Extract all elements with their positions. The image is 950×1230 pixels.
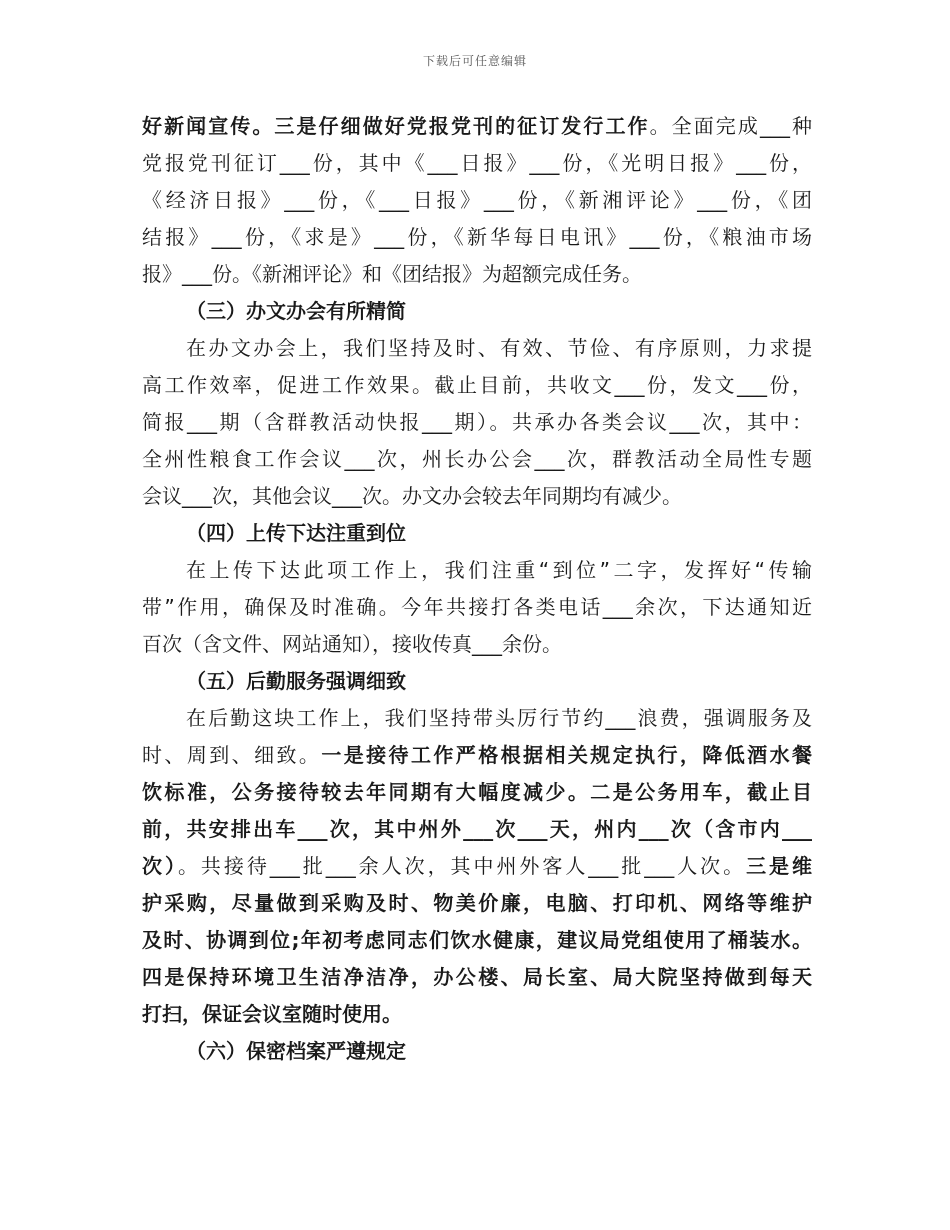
paragraph-line	[142, 629, 812, 659]
text-segment: 。共接待___批___余人次，其中州外客人___批___人次。	[177, 854, 747, 878]
text-segment: 会议___次，其他会议___次。办文办会较去年同期均有减少。	[142, 484, 682, 508]
text-segment: 《经济日报》___份，《___日报》___份，《新湘评论》___份，《团	[142, 188, 812, 212]
text-segment: （六）保密档案严遵规定	[186, 1039, 406, 1063]
section-heading	[186, 1036, 406, 1066]
paragraph-line	[186, 555, 812, 585]
paragraph-line	[142, 481, 812, 511]
paragraph-line	[142, 851, 812, 881]
text-segment: 在后勤这块工作上，我们坚持带头厉行节约___浪费，强调服务及	[186, 706, 812, 730]
paragraph-line	[142, 777, 812, 807]
paragraph-line	[142, 222, 812, 252]
text-segment: 结报》___份，《求是》___份，《新华每日电讯》___份，《粮油市场	[142, 225, 812, 249]
text-segment: 一是接待工作严格根据相关规定执行，降低酒水餐	[321, 743, 813, 767]
paragraph-line	[142, 148, 812, 178]
text-segment: 三是维	[746, 854, 813, 878]
page-header: 下载后可任意编辑	[422, 54, 527, 68]
text-segment: 打扫，保证会议室随时使用。	[142, 1002, 402, 1026]
paragraph-line	[142, 592, 812, 622]
text-segment: 好新闻宣传。三是仔细做好党报党刊的征订发行工作	[142, 114, 650, 138]
paragraph-line	[142, 407, 812, 437]
text-segment: 高工作效率，促进工作效果。截止目前，共收文___份，发文___份，	[142, 373, 812, 397]
text-segment: 。全面完成___种	[649, 114, 813, 138]
paragraph-line	[142, 962, 812, 992]
paragraph-line	[142, 888, 812, 918]
text-segment: 四是保持环境卫生洁净洁净，办公楼、局长室、局大院坚持做到每天	[142, 965, 812, 989]
text-segment: 饮标准，公务接待较去年同期有大幅度减少。二是公务用车，截止目	[142, 780, 812, 804]
section-heading	[186, 518, 406, 548]
text-segment: 在办文办会上，我们坚持及时、有效、节俭、有序原则，力求提	[186, 336, 812, 360]
text-segment: 时、周到、细致。	[142, 743, 322, 767]
paragraph-line	[142, 259, 812, 289]
text-segment: 护采购，尽量做到采购及时、物美价廉，电脑、打印机、网络等维护	[142, 891, 812, 915]
paragraph-line	[142, 740, 812, 770]
text-segment: （三）办文办会有所精简	[186, 299, 406, 323]
paragraph-line	[186, 333, 812, 363]
paragraph-line	[142, 814, 812, 844]
section-heading	[186, 666, 406, 696]
paragraph-line	[142, 111, 812, 141]
text-segment: 次）	[142, 854, 178, 878]
paragraph-line	[186, 703, 812, 733]
text-segment: 及时、协调到位;年初考虑同志们饮水健康，建议局党组使用了桶装水。	[142, 928, 812, 952]
section-heading	[186, 296, 406, 326]
paragraph-line	[142, 999, 812, 1029]
text-segment: 党报党刊征订___份，其中《___日报》___份，《光明日报》___份，	[142, 151, 812, 175]
text-segment: （四）上传下达注重到位	[186, 521, 406, 545]
text-segment: （五）后勤服务强调细致	[186, 669, 406, 693]
text-segment: 简报___期（含群教活动快报___期）。共承办各类会议___次，其中：	[142, 410, 812, 434]
text-segment: 百次（含文件、网站通知），接收传真___余份。	[142, 632, 562, 656]
text-segment: 全州性粮食工作会议___次，州长办公会___次，群教活动全局性专题	[142, 447, 812, 471]
text-segment: 带”作用，确保及时准确。今年共接打各类电话___余次，下达通知近	[142, 595, 812, 619]
text-segment: 报》___份。《新湘评论》和《团结报》为超额完成任务。	[142, 262, 642, 286]
paragraph-line	[142, 444, 812, 474]
paragraph-line	[142, 370, 812, 400]
text-segment: 前，共安排出车___次，其中州外___次___天，州内___次（含市内___	[142, 817, 812, 841]
text-segment: 在上传下达此项工作上，我们注重“到位”二字，发挥好“传输	[186, 558, 812, 582]
paragraph-line	[142, 185, 812, 215]
paragraph-line	[142, 925, 812, 955]
